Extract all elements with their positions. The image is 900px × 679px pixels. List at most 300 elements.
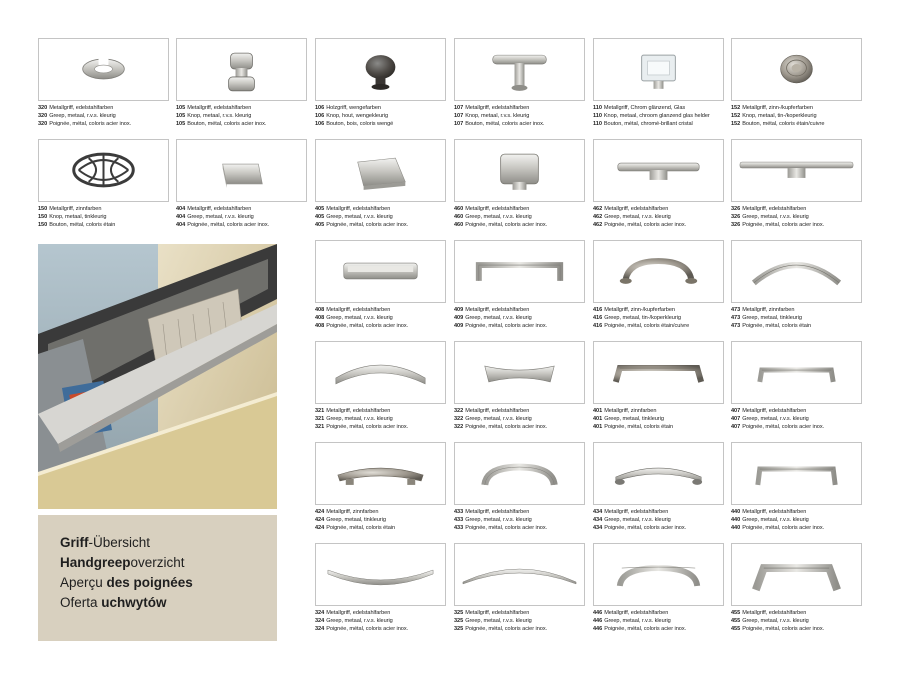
product-description: Greep, metaal, r.v.s. kleurig [465, 314, 532, 321]
caption-line [593, 323, 724, 331]
caption-line [315, 105, 446, 113]
product-description: Metallgriff, edelstahlfarben [742, 610, 807, 616]
product-code: 152 [731, 105, 741, 111]
product-description: Metallgriff, zinn-/kupferfarben [742, 105, 813, 111]
caption-line [731, 307, 862, 315]
product-description: Metallgriff, zinnfarben [742, 307, 795, 313]
product-code: 110 [593, 105, 602, 111]
product-code: 320 [38, 120, 48, 127]
product-description: Metallgriff, edelstahlfarben [742, 206, 807, 212]
product-image [454, 139, 585, 202]
product-description: Metallgriff, edelstahlfarben [326, 610, 391, 616]
product-code: 105 [176, 120, 186, 127]
product-code: 440 [731, 516, 741, 523]
caption-line [593, 626, 724, 634]
product-description: Greep, metaal, r.v.s. kleurig [742, 213, 809, 220]
title-line [60, 553, 193, 573]
product-card [731, 543, 862, 633]
caption-line [731, 113, 862, 121]
caption-line [38, 206, 169, 214]
product-code: 434 [593, 524, 603, 531]
knob-106-icon [318, 41, 443, 98]
product-description: Greep, metaal, tinkleurig [326, 516, 386, 523]
product-card [731, 240, 862, 330]
caption-line [315, 618, 446, 626]
caption-line [593, 424, 724, 432]
product-code: 322 [454, 415, 464, 422]
product-code: 401 [593, 415, 603, 422]
product-card [593, 341, 724, 431]
product-description: Poignée, métal, coloris acier inox. [742, 625, 825, 632]
product-code: 407 [731, 423, 741, 430]
caption-line [315, 509, 446, 517]
product-description: Metallgriff, edelstahlfarben [187, 105, 252, 111]
product-card [731, 38, 862, 128]
product-description: Knop, metaal, tin-/koperkleurig [742, 112, 817, 119]
product-description: Poignée, métal, coloris étain/cuivre [604, 322, 690, 329]
title-box [38, 515, 277, 641]
product-image [176, 38, 307, 101]
product-code: 440 [731, 509, 741, 515]
product-card [454, 38, 585, 128]
caption-line [454, 214, 585, 222]
product-description: Metallgriff, edelstahlfarben [326, 307, 391, 313]
product-caption [454, 105, 585, 128]
product-code: 320 [38, 105, 48, 111]
product-description: Poignée, métal, coloris acier inox. [742, 221, 825, 228]
caption-line [454, 424, 585, 432]
product-description: Greep, metaal, r.v.s. kleurig [326, 617, 393, 624]
caption-line [731, 206, 862, 214]
product-caption [731, 105, 862, 128]
product-code: 324 [315, 625, 325, 632]
product-code: 105 [176, 105, 186, 111]
title-lines [60, 533, 193, 613]
product-code: 409 [454, 307, 464, 313]
product-description: Greep, metaal, r.v.s. kleurig [187, 213, 254, 220]
product-description: Bouton, métal, coloris étain/cuivre [742, 120, 825, 127]
product-caption [593, 307, 724, 330]
title-bold: Griff [60, 535, 89, 550]
product-code: 462 [593, 221, 603, 228]
product-description: Bouton, métal, coloris étain [49, 221, 116, 228]
product-code: 152 [731, 120, 741, 127]
product-card [315, 240, 446, 330]
product-code: 150 [38, 221, 48, 228]
product-description: Greep, metaal, tinkleurig [742, 314, 802, 321]
caption-line [38, 121, 169, 129]
title-bold: uchwytów [101, 595, 167, 610]
product-code: 326 [731, 221, 741, 228]
product-description: Greep, metaal, r.v.s. kleurig [604, 213, 671, 220]
handle-424-icon [318, 445, 443, 502]
product-description: Greep, metaal, r.v.s. kleurig [465, 516, 532, 523]
product-description: Metallgriff, zinnfarben [604, 408, 657, 414]
product-code: 434 [593, 516, 603, 523]
product-code: 416 [593, 314, 603, 321]
product-caption [731, 206, 862, 229]
caption-line [731, 618, 862, 626]
product-code: 106 [315, 120, 325, 127]
product-description: Poignée, métal, coloris étain [742, 322, 812, 329]
caption-line [315, 214, 446, 222]
product-image [38, 139, 169, 202]
caption-line [315, 416, 446, 424]
handle-462-icon [596, 142, 721, 199]
product-image [593, 240, 724, 303]
caption-line [176, 121, 307, 129]
handle-326-icon [734, 142, 859, 199]
caption-line [593, 517, 724, 525]
title-regular: Oferta [60, 595, 102, 610]
product-caption [315, 206, 446, 229]
product-description: Poignée, métal, coloris acier inox. [604, 221, 687, 228]
product-description: Metallgriff, edelstahlfarben [187, 206, 252, 212]
product-description: Greep, metaal, r.v.s. kleurig [465, 213, 532, 220]
product-image [593, 341, 724, 404]
product-code: 455 [731, 610, 741, 616]
caption-line [593, 525, 724, 533]
product-code: 409 [454, 314, 464, 321]
product-card [593, 139, 724, 229]
product-description: Poignée, métal, coloris acier inox. [465, 423, 548, 430]
product-code: 434 [593, 509, 603, 515]
product-description: Poignée, métal, coloris acier inox. [742, 423, 825, 430]
product-code: 152 [731, 112, 741, 119]
caption-line [593, 408, 724, 416]
product-code: 473 [731, 307, 741, 313]
product-image [731, 38, 862, 101]
caption-line [315, 626, 446, 634]
product-code: 325 [454, 625, 464, 632]
product-card [593, 240, 724, 330]
product-code: 404 [176, 221, 186, 228]
product-code: 424 [315, 524, 325, 531]
product-caption [593, 509, 724, 532]
product-image [454, 442, 585, 505]
product-caption [454, 307, 585, 330]
caption-line [315, 408, 446, 416]
handle-322-icon [457, 344, 582, 401]
caption-line [38, 113, 169, 121]
caption-line [315, 121, 446, 129]
product-image [454, 341, 585, 404]
caption-line [176, 105, 307, 113]
product-image [315, 341, 446, 404]
product-code: 424 [315, 509, 325, 515]
caption-line [731, 105, 862, 113]
product-image [454, 543, 585, 606]
product-card [38, 139, 169, 229]
handle-320-icon [41, 41, 166, 98]
product-code: 446 [593, 625, 603, 632]
product-image [176, 139, 307, 202]
product-description: Metallgriff, edelstahlfarben [465, 206, 530, 212]
product-code: 404 [176, 206, 186, 212]
product-description: Greep, metaal, r.v.s. kleurig [742, 617, 809, 624]
product-description: Holzgriff, wengefarben [326, 105, 381, 111]
caption-line [454, 121, 585, 129]
product-caption [731, 610, 862, 633]
title-line [60, 593, 193, 613]
caption-line [731, 315, 862, 323]
product-card [593, 543, 724, 633]
product-code: 446 [593, 617, 603, 624]
caption-line [454, 517, 585, 525]
product-code: 404 [176, 213, 186, 220]
product-code: 460 [454, 221, 464, 228]
product-card [454, 442, 585, 532]
product-code: 433 [454, 524, 464, 531]
product-image [731, 543, 862, 606]
caption-line [454, 618, 585, 626]
product-description: Greep, metaal, r.v.s. kleurig [742, 516, 809, 523]
product-description: Poignée, métal, coloris acier inox. [326, 322, 409, 329]
product-code: 462 [593, 213, 603, 220]
product-card [454, 139, 585, 229]
caption-line [593, 509, 724, 517]
caption-line [454, 315, 585, 323]
caption-line [454, 416, 585, 424]
caption-line [315, 315, 446, 323]
knob-152-icon [734, 41, 859, 98]
product-card [593, 38, 724, 128]
product-image [593, 139, 724, 202]
product-code: 105 [176, 112, 186, 119]
caption-line [315, 517, 446, 525]
product-description: Metallgriff, edelstahlfarben [326, 206, 391, 212]
product-code: 150 [38, 206, 48, 212]
caption-line [593, 222, 724, 230]
handle-473-icon [734, 243, 859, 300]
product-code: 440 [731, 524, 741, 531]
caption-line [454, 610, 585, 618]
product-description: Greep, metaal, r.v.s. kleurig [742, 415, 809, 422]
knob-110-icon [596, 41, 721, 98]
product-code: 326 [731, 206, 741, 212]
product-description: Metallgriff, edelstahlfarben [604, 509, 669, 515]
product-description: Poignée, métal, coloris étain [604, 423, 674, 430]
product-card [315, 139, 446, 229]
product-code: 322 [454, 423, 464, 430]
caption-line [731, 408, 862, 416]
product-card [454, 240, 585, 330]
caption-line [454, 408, 585, 416]
product-card [731, 341, 862, 431]
handle-401-icon [596, 344, 721, 401]
product-code: 462 [593, 206, 603, 212]
knob-460-icon [457, 142, 582, 199]
product-code: 150 [38, 213, 48, 220]
product-description: Greep, metaal, r.v.s. kleurig [326, 213, 393, 220]
product-card [315, 543, 446, 633]
product-code: 455 [731, 625, 741, 632]
product-code: 110 [593, 112, 602, 119]
product-code: 405 [315, 221, 325, 228]
product-caption [454, 610, 585, 633]
caption-line [38, 105, 169, 113]
product-code: 405 [315, 213, 325, 220]
product-code: 408 [315, 314, 325, 321]
title-bold: des poignées [106, 575, 193, 590]
caption-line [176, 206, 307, 214]
product-image [593, 38, 724, 101]
product-description: Bouton, métal, chromé-brillant cristal [603, 120, 693, 127]
product-code: 321 [315, 408, 325, 414]
product-caption [593, 105, 724, 128]
title-regular: Aperçu [60, 575, 107, 590]
product-image [593, 543, 724, 606]
product-caption [454, 509, 585, 532]
product-code: 321 [315, 415, 325, 422]
product-card [176, 38, 307, 128]
product-description: Knop, metaal, r.v.s. kleurig [465, 112, 530, 119]
knob-107-icon [457, 41, 582, 98]
caption-line [454, 105, 585, 113]
caption-line [731, 626, 862, 634]
product-description: Poignée, métal, coloris acier inox. [326, 221, 409, 228]
product-code: 424 [315, 516, 325, 523]
knob-404-icon [179, 142, 304, 199]
caption-line [38, 214, 169, 222]
product-description: Metallgriff, zinnfarben [49, 206, 102, 212]
handle-416-icon [596, 243, 721, 300]
handle-321-icon [318, 344, 443, 401]
product-code: 321 [315, 423, 325, 430]
product-code: 401 [593, 408, 603, 414]
caption-line [315, 307, 446, 315]
product-image [315, 139, 446, 202]
caption-line [454, 509, 585, 517]
product-code: 407 [731, 408, 741, 414]
product-card [731, 442, 862, 532]
product-card [454, 341, 585, 431]
title-line [60, 533, 193, 553]
caption-line [454, 206, 585, 214]
product-description: Metallgriff, edelstahlfarben [49, 105, 114, 111]
product-caption [454, 408, 585, 431]
caption-line [315, 113, 446, 121]
handle-407-icon [734, 344, 859, 401]
caption-line [731, 517, 862, 525]
caption-line [731, 222, 862, 230]
caption-line [454, 323, 585, 331]
handle-446-icon [596, 546, 721, 603]
caption-line [731, 509, 862, 517]
caption-line [315, 424, 446, 432]
product-description: Metallgriff, zinn-/kupferfarben [604, 307, 675, 313]
product-card [315, 442, 446, 532]
product-caption [315, 610, 446, 633]
product-code: 324 [315, 610, 325, 616]
product-description: Greep, metaal, r.v.s. kleurig [326, 415, 393, 422]
product-code: 446 [593, 610, 603, 616]
product-description: Knop, metaal, chroom glanzend glas helder [603, 112, 710, 119]
product-code: 107 [454, 105, 464, 111]
caption-line [454, 525, 585, 533]
product-caption [176, 105, 307, 128]
product-code: 106 [315, 112, 325, 119]
product-code: 325 [454, 617, 464, 624]
product-description: Bouton, métal, coloris acier inox. [465, 120, 545, 127]
product-description: Greep, metaal, r.v.s. kleurig [465, 617, 532, 624]
product-code: 409 [454, 322, 464, 329]
product-card [315, 341, 446, 431]
title-regular: -Übersicht [88, 535, 151, 550]
product-code: 460 [454, 213, 464, 220]
product-code: 416 [593, 307, 603, 313]
product-caption [315, 509, 446, 532]
caption-line [176, 222, 307, 230]
product-card [454, 543, 585, 633]
caption-line [731, 416, 862, 424]
product-code: 416 [593, 322, 603, 329]
caption-line [176, 214, 307, 222]
product-description: Poignée, métal, coloris étain [326, 524, 396, 531]
product-description: Metallgriff, zinnfarben [326, 509, 379, 515]
product-description: Greep, metaal, r.v.s. kleurig [49, 112, 116, 119]
product-image [315, 240, 446, 303]
caption-line [731, 424, 862, 432]
caption-line [454, 222, 585, 230]
product-description: Metallgriff, edelstahlfarben [465, 307, 530, 313]
product-image [454, 38, 585, 101]
product-code: 320 [38, 112, 48, 119]
product-description: Bouton, bois, coloris wengé [326, 120, 394, 127]
caption-line [315, 610, 446, 618]
product-image [315, 442, 446, 505]
product-description: Metallgriff, edelstahlfarben [326, 408, 391, 414]
product-description: Knop, metaal, tinkleurig [49, 213, 107, 220]
product-description: Greep, metaal, r.v.s. kleurig [604, 617, 671, 624]
handle-324-icon [318, 546, 443, 603]
product-caption [315, 307, 446, 330]
product-description: Poignée, métal, coloris acier inox. [465, 221, 548, 228]
product-caption [593, 610, 724, 633]
caption-line [38, 222, 169, 230]
caption-line [593, 113, 724, 121]
product-caption [731, 509, 862, 532]
product-code: 326 [731, 213, 741, 220]
product-description: Knop, hout, wengekleurig [326, 112, 389, 119]
product-description: Poignée, métal, coloris acier inox. [742, 524, 825, 531]
product-caption [731, 408, 862, 431]
product-image [731, 139, 862, 202]
caption-line [454, 113, 585, 121]
product-description: Metallgriff, edelstahlfarben [604, 610, 669, 616]
product-code: 473 [731, 322, 741, 329]
caption-line [593, 610, 724, 618]
product-description: Greep, metaal, r.v.s. kleurig [326, 314, 393, 321]
product-code: 407 [731, 415, 741, 422]
title-bold: Handgreep [60, 555, 131, 570]
product-caption [38, 105, 169, 128]
knob-405-icon [318, 142, 443, 199]
caption-line [593, 416, 724, 424]
product-caption [315, 105, 446, 128]
caption-line [593, 121, 724, 129]
product-description: Metallgriff, edelstahlfarben [742, 509, 807, 515]
product-description: Metallgriff, edelstahlfarben [604, 206, 669, 212]
product-code: 401 [593, 423, 603, 430]
product-card [731, 139, 862, 229]
product-description: Knop, metaal, r.v.s. kleurig [187, 112, 252, 119]
title-line [60, 573, 193, 593]
caption-line [731, 121, 862, 129]
product-description: Poignée, métal, coloris acier inox. [465, 625, 548, 632]
caption-line [731, 525, 862, 533]
caption-line [593, 105, 724, 113]
